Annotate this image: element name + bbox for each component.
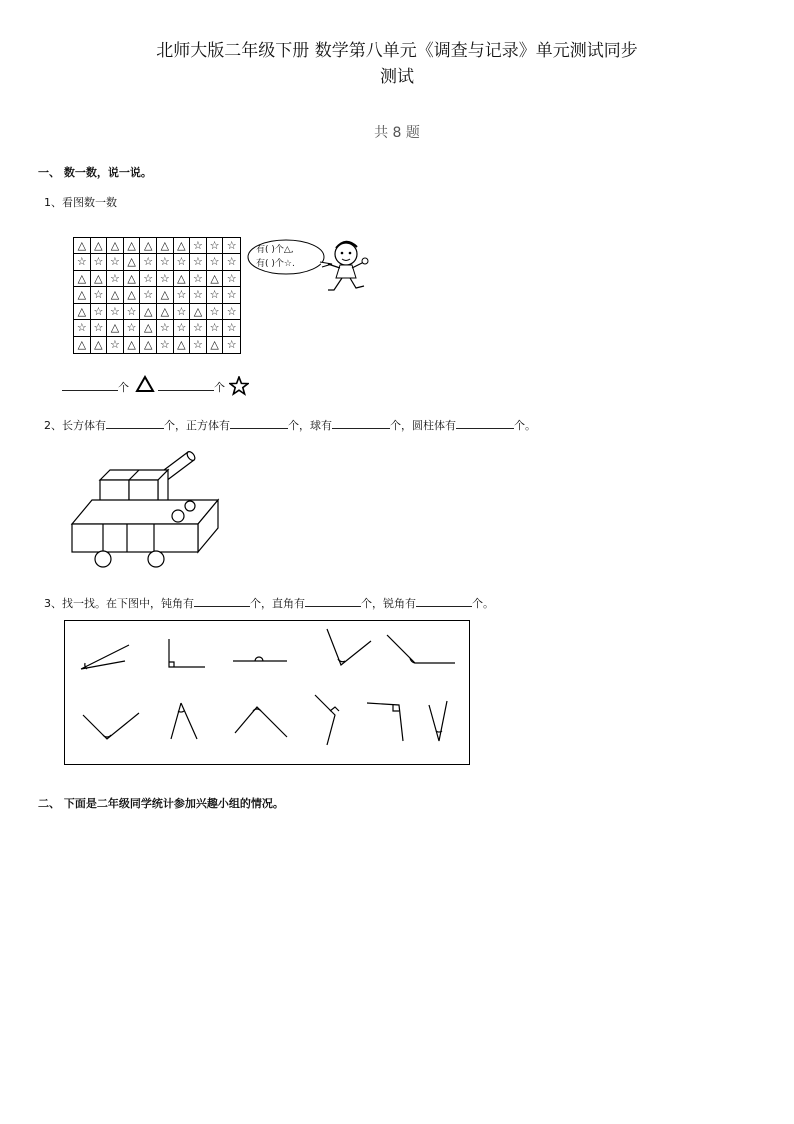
grid-cell-star: ☆ xyxy=(207,287,224,303)
grid-cell-star: ☆ xyxy=(140,271,157,287)
grid-cell-triangle: △ xyxy=(207,337,224,353)
grid-cell-star: ☆ xyxy=(207,320,224,336)
q2-label: 2、长方体有 xyxy=(44,419,106,432)
grid-cell-triangle: △ xyxy=(74,304,91,320)
bubble-star-question: 有( )个☆. xyxy=(256,259,295,269)
grid-cell-star: ☆ xyxy=(223,304,240,320)
grid-cell-star: ☆ xyxy=(190,254,207,270)
cuboid-count-blank[interactable] xyxy=(106,416,164,429)
triangle-icon xyxy=(135,375,155,393)
grid-cell-triangle: △ xyxy=(174,337,191,353)
grid-cell-star: ☆ xyxy=(124,304,141,320)
grid-cell-star: ☆ xyxy=(223,320,240,336)
q2-part3: 个，球有 xyxy=(288,419,332,432)
grid-cell-triangle: △ xyxy=(91,271,108,287)
grid-cell-star: ☆ xyxy=(140,287,157,303)
q2-part5: 个。 xyxy=(514,419,536,432)
grid-cell-star: ☆ xyxy=(157,254,174,270)
grid-cell-triangle: △ xyxy=(140,304,157,320)
grid-cell-triangle: △ xyxy=(107,320,124,336)
section1-heading: 一、 数一数，说一说。 xyxy=(38,166,152,179)
acute-count-blank[interactable] xyxy=(416,594,472,607)
grid-cell-triangle: △ xyxy=(140,320,157,336)
grid-cell-star: ☆ xyxy=(107,304,124,320)
sphere-count-blank[interactable] xyxy=(332,416,390,429)
q3-part2: 个，直角有 xyxy=(250,597,305,610)
angles-figure-box xyxy=(64,620,470,765)
grid-cell-triangle: △ xyxy=(140,337,157,353)
grid-cell-star: ☆ xyxy=(190,238,207,254)
cube-count-blank[interactable] xyxy=(230,416,288,429)
grid-cell-star: ☆ xyxy=(190,271,207,287)
grid-cell-star: ☆ xyxy=(223,287,240,303)
cylinder-count-blank[interactable] xyxy=(456,416,514,429)
grid-cell-star: ☆ xyxy=(91,304,108,320)
q2-question xyxy=(44,416,536,433)
q3-part3: 个，锐角有 xyxy=(361,597,416,610)
grid-cell-star: ☆ xyxy=(190,320,207,336)
question-count: 共 8 题 xyxy=(374,125,420,141)
grid-cell-star: ☆ xyxy=(107,254,124,270)
grid-cell-triangle: △ xyxy=(157,287,174,303)
grid-cell-star: ☆ xyxy=(223,271,240,287)
grid-cell-triangle: △ xyxy=(124,287,141,303)
q1-answer-row-2 xyxy=(158,378,225,395)
grid-cell-triangle: △ xyxy=(107,238,124,254)
star-icon xyxy=(229,376,249,396)
page-title-line1: 北师大版二年级下册 数学第八单元《调查与记录》单元测试同步 xyxy=(156,41,638,61)
grid-cell-star: ☆ xyxy=(157,271,174,287)
grid-cell-triangle: △ xyxy=(140,238,157,254)
grid-cell-star: ☆ xyxy=(207,304,224,320)
grid-cell-triangle: △ xyxy=(74,337,91,353)
grid-cell-star: ☆ xyxy=(140,254,157,270)
grid-cell-star: ☆ xyxy=(174,287,191,303)
grid-cell-triangle: △ xyxy=(91,238,108,254)
bubble-triangle-question: 有( )个△, xyxy=(256,245,294,255)
grid-cell-triangle: △ xyxy=(174,238,191,254)
grid-cell-star: ☆ xyxy=(157,337,174,353)
grid-cell-star: ☆ xyxy=(91,320,108,336)
grid-cell-triangle: △ xyxy=(107,287,124,303)
grid-cell-triangle: △ xyxy=(74,287,91,303)
grid-cell-triangle: △ xyxy=(157,304,174,320)
grid-cell-star: ☆ xyxy=(174,254,191,270)
grid-cell-star: ☆ xyxy=(91,287,108,303)
tank-solids-illustration xyxy=(66,440,226,572)
right-angle-count-blank[interactable] xyxy=(305,594,361,607)
obtuse-count-blank[interactable] xyxy=(194,594,250,607)
grid-cell-star: ☆ xyxy=(190,287,207,303)
grid-cell-star: ☆ xyxy=(223,254,240,270)
grid-cell-triangle: △ xyxy=(157,238,174,254)
q1-unit-1: 个 xyxy=(118,381,129,394)
grid-cell-triangle: △ xyxy=(74,238,91,254)
grid-cell-star: ☆ xyxy=(107,337,124,353)
grid-cell-star: ☆ xyxy=(223,238,240,254)
grid-cell-star: ☆ xyxy=(107,271,124,287)
star-count-blank[interactable] xyxy=(158,378,214,391)
grid-cell-triangle: △ xyxy=(91,337,108,353)
triangle-count-blank[interactable] xyxy=(62,378,118,391)
grid-cell-triangle: △ xyxy=(124,271,141,287)
grid-cell-star: ☆ xyxy=(207,238,224,254)
grid-cell-star: ☆ xyxy=(74,254,91,270)
grid-cell-star: ☆ xyxy=(226,337,237,351)
q1-answer-row xyxy=(62,378,129,395)
grid-cell-triangle: △ xyxy=(124,337,141,353)
grid-cell-star: ☆ xyxy=(174,304,191,320)
q3-part4: 个。 xyxy=(472,597,494,610)
grid-cell-star: ☆ xyxy=(124,320,141,336)
grid-cell-star: ☆ xyxy=(74,320,91,336)
grid-cell-star: ☆ xyxy=(174,320,191,336)
grid-cell-star: ☆ xyxy=(91,254,108,270)
q1-unit-2: 个 xyxy=(214,381,225,394)
grid-cell-triangle: △ xyxy=(207,271,224,287)
q2-part2: 个，正方体有 xyxy=(164,419,230,432)
grid-cell-triangle: △ xyxy=(74,271,91,287)
q1-label: 1、看图数一数 xyxy=(44,196,117,209)
grid-cell-star: ☆ xyxy=(190,337,207,353)
section2-heading: 二、 下面是二年级同学统计参加兴趣小组的情况。 xyxy=(38,797,284,810)
q3-question xyxy=(44,594,494,611)
page-title-line2: 测试 xyxy=(380,67,414,87)
grid-cell-triangle: △ xyxy=(124,254,141,270)
grid-cell-star: ☆ xyxy=(207,254,224,270)
grid-cell-triangle: △ xyxy=(174,271,191,287)
q3-label: 3、找一找。在下图中，钝角有 xyxy=(44,597,194,610)
grid-cell-triangle: △ xyxy=(124,238,141,254)
angles-figure xyxy=(65,621,469,764)
shape-count-grid xyxy=(73,237,241,354)
q2-part4: 个，圆柱体有 xyxy=(390,419,456,432)
grid-cell-star: ☆ xyxy=(157,320,174,336)
grid-cell-triangle: △ xyxy=(190,304,207,320)
